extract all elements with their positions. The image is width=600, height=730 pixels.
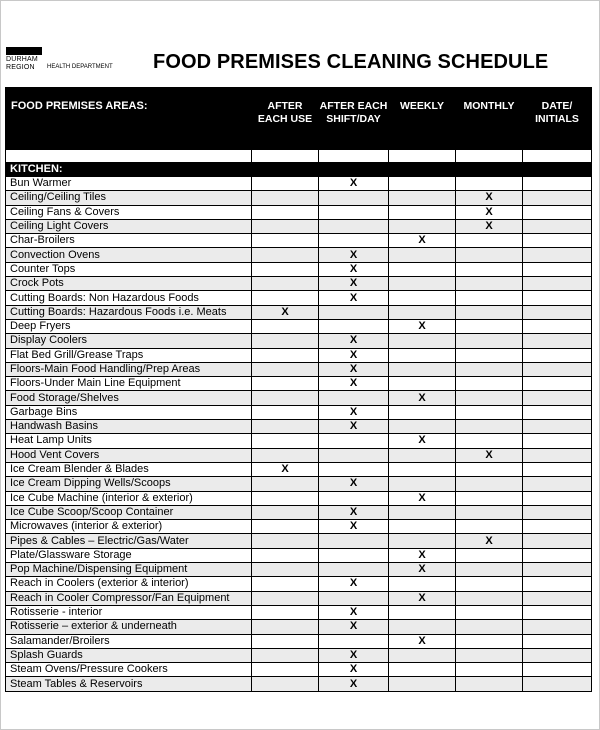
area-name: Flat Bed Grill/Grease Traps xyxy=(6,348,252,362)
monthly-mark xyxy=(456,434,523,448)
after-use-mark xyxy=(252,448,319,462)
after-shift-mark: X xyxy=(319,334,389,348)
area-name: Pop Machine/Dispensing Equipment xyxy=(6,563,252,577)
after-shift-mark xyxy=(319,205,389,219)
monthly-mark xyxy=(456,291,523,305)
weekly-mark xyxy=(389,348,456,362)
table-row xyxy=(6,677,592,691)
table-row xyxy=(6,248,592,262)
weekly-mark xyxy=(389,663,456,677)
table-row xyxy=(6,177,592,191)
weekly-mark: X xyxy=(389,434,456,448)
monthly-mark xyxy=(456,677,523,691)
area-name: Deep Fryers xyxy=(6,319,252,333)
monthly-mark xyxy=(456,405,523,419)
after-use-mark xyxy=(252,334,319,348)
initials-cell xyxy=(523,505,592,519)
area-name: Plate/Glassware Storage xyxy=(6,548,252,562)
initials-cell xyxy=(523,534,592,548)
weekly-mark: X xyxy=(389,548,456,562)
area-name: Ice Cream Blender & Blades xyxy=(6,462,252,476)
initials-cell xyxy=(523,462,592,476)
after-use-mark xyxy=(252,291,319,305)
monthly-mark xyxy=(456,563,523,577)
monthly-mark: X xyxy=(456,191,523,205)
weekly-mark xyxy=(389,534,456,548)
table-row xyxy=(6,405,592,419)
initials-cell xyxy=(523,420,592,434)
monthly-mark xyxy=(456,262,523,276)
after-use-mark xyxy=(252,505,319,519)
after-use-mark xyxy=(252,177,319,191)
table-row xyxy=(6,205,592,219)
monthly-mark xyxy=(456,420,523,434)
weekly-mark xyxy=(389,620,456,634)
table-row xyxy=(6,391,592,405)
table-row xyxy=(6,219,592,233)
column-header-areas: FOOD PREMISES AREAS: xyxy=(6,88,252,150)
after-shift-mark xyxy=(319,563,389,577)
monthly-mark xyxy=(456,577,523,591)
area-name: Ceiling Fans & Covers xyxy=(6,205,252,219)
table-row xyxy=(6,534,592,548)
weekly-mark: X xyxy=(389,234,456,248)
after-shift-mark xyxy=(319,319,389,333)
weekly-mark: X xyxy=(389,491,456,505)
area-name: Convection Ovens xyxy=(6,248,252,262)
logo-bar xyxy=(6,47,42,55)
after-shift-mark: X xyxy=(319,505,389,519)
spacer-row xyxy=(6,150,592,163)
weekly-mark xyxy=(389,205,456,219)
after-use-mark xyxy=(252,262,319,276)
after-use-mark xyxy=(252,391,319,405)
initials-cell xyxy=(523,191,592,205)
table-row xyxy=(6,563,592,577)
area-name: Microwaves (interior & exterior) xyxy=(6,520,252,534)
after-shift-mark xyxy=(319,548,389,562)
weekly-mark xyxy=(389,191,456,205)
area-name: Reach in Coolers (exterior & interior) xyxy=(6,577,252,591)
weekly-mark: X xyxy=(389,634,456,648)
monthly-mark xyxy=(456,491,523,505)
after-shift-mark xyxy=(319,448,389,462)
logo-line2: REGION xyxy=(6,64,35,71)
after-use-mark xyxy=(252,434,319,448)
after-use-mark xyxy=(252,219,319,233)
logo-line1: DURHAM xyxy=(6,56,38,63)
column-header-weekly: WEEKLY xyxy=(389,88,456,150)
section-row-kitchen xyxy=(6,163,592,177)
after-use-mark xyxy=(252,548,319,562)
after-use-mark xyxy=(252,677,319,691)
after-shift-mark: X xyxy=(319,605,389,619)
after-use-mark xyxy=(252,634,319,648)
after-use-mark xyxy=(252,477,319,491)
initials-cell xyxy=(523,548,592,562)
after-shift-mark: X xyxy=(319,520,389,534)
after-shift-mark: X xyxy=(319,405,389,419)
after-shift-mark: X xyxy=(319,377,389,391)
after-shift-mark: X xyxy=(319,277,389,291)
initials-cell xyxy=(523,605,592,619)
after-use-mark xyxy=(252,191,319,205)
table-row xyxy=(6,462,592,476)
weekly-mark: X xyxy=(389,591,456,605)
weekly-mark xyxy=(389,462,456,476)
initials-cell xyxy=(523,477,592,491)
after-use-mark: X xyxy=(252,305,319,319)
after-shift-mark: X xyxy=(319,262,389,276)
initials-cell xyxy=(523,663,592,677)
section-label: KITCHEN: xyxy=(6,163,592,177)
table-header-row xyxy=(6,88,592,150)
area-name: Floors-Under Main Line Equipment xyxy=(6,377,252,391)
weekly-mark xyxy=(389,334,456,348)
after-shift-mark: X xyxy=(319,620,389,634)
after-use-mark xyxy=(252,520,319,534)
monthly-mark xyxy=(456,334,523,348)
area-name: Handwash Basins xyxy=(6,420,252,434)
weekly-mark xyxy=(389,248,456,262)
table-row xyxy=(6,620,592,634)
initials-cell xyxy=(523,248,592,262)
after-shift-mark: X xyxy=(319,291,389,305)
area-name: Pipes & Cables – Electric/Gas/Water xyxy=(6,534,252,548)
initials-cell xyxy=(523,391,592,405)
after-use-mark xyxy=(252,205,319,219)
monthly-mark xyxy=(456,348,523,362)
after-use-mark xyxy=(252,563,319,577)
monthly-mark xyxy=(456,362,523,376)
initials-cell xyxy=(523,234,592,248)
monthly-mark: X xyxy=(456,448,523,462)
monthly-mark xyxy=(456,277,523,291)
table-row xyxy=(6,348,592,362)
initials-cell xyxy=(523,362,592,376)
area-name: Cutting Boards: Hazardous Foods i.e. Meats xyxy=(6,305,252,319)
table-row xyxy=(6,577,592,591)
weekly-mark xyxy=(389,219,456,233)
area-name: Salamander/Broilers xyxy=(6,634,252,648)
table-row xyxy=(6,505,592,519)
column-header-monthly: MONTHLY xyxy=(456,88,523,150)
table-row xyxy=(6,319,592,333)
table-row xyxy=(6,191,592,205)
area-name: Food Storage/Shelves xyxy=(6,391,252,405)
initials-cell xyxy=(523,277,592,291)
area-name: Rotisserie – exterior & underneath xyxy=(6,620,252,634)
monthly-mark xyxy=(456,520,523,534)
area-name: Crock Pots xyxy=(6,277,252,291)
initials-cell xyxy=(523,520,592,534)
monthly-mark xyxy=(456,177,523,191)
initials-cell xyxy=(523,291,592,305)
area-name: Steam Tables & Reservoirs xyxy=(6,677,252,691)
monthly-mark xyxy=(456,663,523,677)
initials-cell xyxy=(523,177,592,191)
initials-cell xyxy=(523,434,592,448)
weekly-mark xyxy=(389,177,456,191)
after-shift-mark xyxy=(319,491,389,505)
after-shift-mark xyxy=(319,434,389,448)
after-use-mark xyxy=(252,362,319,376)
weekly-mark xyxy=(389,277,456,291)
table-row xyxy=(6,663,592,677)
initials-cell xyxy=(523,577,592,591)
table-row xyxy=(6,420,592,434)
area-name: Heat Lamp Units xyxy=(6,434,252,448)
cleaning-schedule-table xyxy=(5,87,592,692)
weekly-mark xyxy=(389,577,456,591)
weekly-mark xyxy=(389,648,456,662)
area-name: Garbage Bins xyxy=(6,405,252,419)
area-name: Ice Cube Machine (interior & exterior) xyxy=(6,491,252,505)
after-shift-mark xyxy=(319,305,389,319)
after-use-mark xyxy=(252,663,319,677)
monthly-mark xyxy=(456,620,523,634)
weekly-mark xyxy=(389,305,456,319)
after-shift-mark: X xyxy=(319,248,389,262)
after-shift-mark: X xyxy=(319,477,389,491)
area-name: Floors-Main Food Handling/Prep Areas xyxy=(6,362,252,376)
weekly-mark xyxy=(389,677,456,691)
monthly-mark xyxy=(456,648,523,662)
monthly-mark xyxy=(456,462,523,476)
initials-cell xyxy=(523,348,592,362)
weekly-mark xyxy=(389,477,456,491)
initials-cell xyxy=(523,377,592,391)
monthly-mark xyxy=(456,248,523,262)
weekly-mark xyxy=(389,262,456,276)
area-name: Ceiling/Ceiling Tiles xyxy=(6,191,252,205)
after-use-mark xyxy=(252,591,319,605)
area-name: Rotisserie - interior xyxy=(6,605,252,619)
initials-cell xyxy=(523,620,592,634)
table-row xyxy=(6,520,592,534)
after-shift-mark xyxy=(319,234,389,248)
table-row xyxy=(6,477,592,491)
area-name: Cutting Boards: Non Hazardous Foods xyxy=(6,291,252,305)
table-row xyxy=(6,377,592,391)
department-label: HEALTH DEPARTMENT xyxy=(47,64,113,70)
weekly-mark: X xyxy=(389,391,456,405)
weekly-mark xyxy=(389,405,456,419)
monthly-mark xyxy=(456,591,523,605)
area-name: Char-Broilers xyxy=(6,234,252,248)
initials-cell xyxy=(523,677,592,691)
after-use-mark xyxy=(252,277,319,291)
table-row xyxy=(6,448,592,462)
after-shift-mark: X xyxy=(319,663,389,677)
weekly-mark: X xyxy=(389,563,456,577)
initials-cell xyxy=(523,405,592,419)
area-name: Ice Cream Dipping Wells/Scoops xyxy=(6,477,252,491)
table-row xyxy=(6,305,592,319)
after-shift-mark: X xyxy=(319,677,389,691)
area-name: Bun Warmer xyxy=(6,177,252,191)
table-row xyxy=(6,434,592,448)
after-shift-mark xyxy=(319,462,389,476)
after-shift-mark xyxy=(319,634,389,648)
initials-cell xyxy=(523,334,592,348)
area-name: Splash Guards xyxy=(6,648,252,662)
monthly-mark xyxy=(456,605,523,619)
table-row xyxy=(6,291,592,305)
after-shift-mark xyxy=(319,591,389,605)
table-row xyxy=(6,648,592,662)
monthly-mark xyxy=(456,234,523,248)
table-row xyxy=(6,605,592,619)
area-name: Reach in Cooler Compressor/Fan Equipment xyxy=(6,591,252,605)
after-use-mark xyxy=(252,377,319,391)
after-use-mark xyxy=(252,491,319,505)
after-use-mark xyxy=(252,605,319,619)
monthly-mark xyxy=(456,377,523,391)
after-use-mark: X xyxy=(252,462,319,476)
table-row xyxy=(6,234,592,248)
after-shift-mark: X xyxy=(319,348,389,362)
weekly-mark xyxy=(389,605,456,619)
column-header-after-use: AFTER EACH USE xyxy=(252,88,319,150)
after-use-mark xyxy=(252,248,319,262)
initials-cell xyxy=(523,648,592,662)
after-shift-mark xyxy=(319,219,389,233)
initials-cell xyxy=(523,205,592,219)
table-row xyxy=(6,491,592,505)
table-row xyxy=(6,277,592,291)
after-shift-mark: X xyxy=(319,648,389,662)
after-shift-mark: X xyxy=(319,177,389,191)
initials-cell xyxy=(523,634,592,648)
monthly-mark xyxy=(456,634,523,648)
initials-cell xyxy=(523,219,592,233)
after-shift-mark xyxy=(319,534,389,548)
after-use-mark xyxy=(252,234,319,248)
weekly-mark xyxy=(389,291,456,305)
table-row xyxy=(6,634,592,648)
after-shift-mark xyxy=(319,391,389,405)
after-use-mark xyxy=(252,405,319,419)
area-name: Steam Ovens/Pressure Cookers xyxy=(6,663,252,677)
weekly-mark xyxy=(389,362,456,376)
initials-cell xyxy=(523,448,592,462)
monthly-mark: X xyxy=(456,534,523,548)
initials-cell xyxy=(523,491,592,505)
page-title: FOOD PREMISES CLEANING SCHEDULE xyxy=(153,51,549,73)
weekly-mark xyxy=(389,520,456,534)
after-shift-mark: X xyxy=(319,420,389,434)
weekly-mark xyxy=(389,505,456,519)
monthly-mark xyxy=(456,305,523,319)
after-use-mark xyxy=(252,319,319,333)
monthly-mark xyxy=(456,548,523,562)
after-use-mark xyxy=(252,577,319,591)
monthly-mark: X xyxy=(456,205,523,219)
area-name: Ceiling Light Covers xyxy=(6,219,252,233)
after-use-mark xyxy=(252,534,319,548)
area-name: Display Coolers xyxy=(6,334,252,348)
monthly-mark xyxy=(456,477,523,491)
weekly-mark xyxy=(389,420,456,434)
table-row xyxy=(6,591,592,605)
after-shift-mark: X xyxy=(319,362,389,376)
after-shift-mark: X xyxy=(319,577,389,591)
table-row xyxy=(6,362,592,376)
after-use-mark xyxy=(252,648,319,662)
after-use-mark xyxy=(252,420,319,434)
column-header-initials: DATE/ INITIALS xyxy=(523,88,592,150)
weekly-mark xyxy=(389,377,456,391)
after-shift-mark xyxy=(319,191,389,205)
initials-cell xyxy=(523,305,592,319)
initials-cell xyxy=(523,563,592,577)
weekly-mark xyxy=(389,448,456,462)
area-name: Hood Vent Covers xyxy=(6,448,252,462)
after-use-mark xyxy=(252,348,319,362)
area-name: Ice Cube Scoop/Scoop Container xyxy=(6,505,252,519)
initials-cell xyxy=(523,319,592,333)
initials-cell xyxy=(523,262,592,276)
table-row xyxy=(6,548,592,562)
table-row xyxy=(6,262,592,276)
initials-cell xyxy=(523,591,592,605)
monthly-mark xyxy=(456,391,523,405)
after-use-mark xyxy=(252,620,319,634)
durham-region-logo xyxy=(6,47,42,73)
area-name: Counter Tops xyxy=(6,262,252,276)
column-header-after-shift: AFTER EACH SHIFT/DAY xyxy=(319,88,389,150)
monthly-mark xyxy=(456,319,523,333)
monthly-mark xyxy=(456,505,523,519)
table-row xyxy=(6,334,592,348)
weekly-mark: X xyxy=(389,319,456,333)
monthly-mark: X xyxy=(456,219,523,233)
